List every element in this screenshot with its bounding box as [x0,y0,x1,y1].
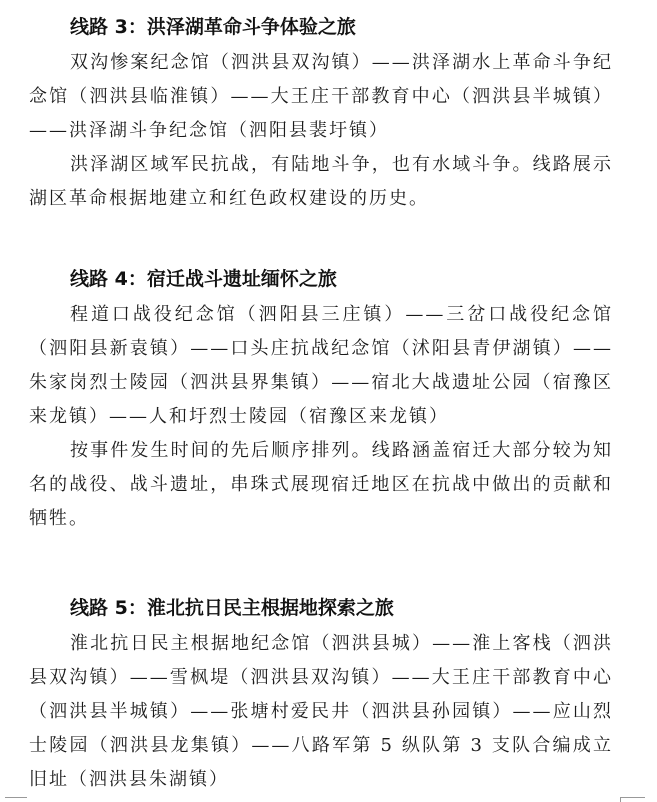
route-4-itinerary: 程道口战役纪念馆（泗阳县三庄镇）——三岔口战役纪念馆（泗阳县新袁镇）——口头庄抗战纪念馆（沭阳县青伊湖镇）——朱家岗烈士陵园（泗洪县界集镇）——宿北大战遗址公园（宿豫区来龙镇）——人和圩烈士陵园（宿豫区来龙镇） [29,304,613,427]
route-5-itinerary: 淮北抗日民主根据地纪念馆（泗洪县城）——淮上客栈（泗洪县双沟镇）——雪枫堤（泗洪县双沟镇）——大王庄干部教育中心（泗洪县半城镇）——张塘村爱民井（泗洪县孙园镇）——应山烈士陵园（泗洪县龙集镇）——八路军第 5 纵队第 3 支队合编成立旧址（泗洪县朱湖镇） [29,633,613,790]
route-4-description: 按事件发生时间的先后顺序排列。线路涵盖宿迁大部分较为知名的战役、战斗遗址，串珠式展现宿迁地区在抗战中做出的贡献和牺牲。 [29,440,613,529]
page-corner-mark-left [5,797,27,802]
route-5-heading: 线路 5：淮北抗日民主根据地探索之旅 [70,597,394,619]
route-3-itinerary: 双沟惨案纪念馆（泗洪县双沟镇）——洪泽湖水上革命斗争纪念馆（泗洪县临淮镇）——大王庄干部教育中心（泗洪县半城镇）——洪泽湖斗争纪念馆（泗阳县裴圩镇） [29,52,613,141]
route-4-heading: 线路 4：宿迁战斗遗址缅怀之旅 [70,268,337,290]
route-3-description: 洪泽湖区域军民抗战，有陆地斗争，也有水域斗争。线路展示湖区革命根据地建立和红色政权建设的历史。 [29,154,613,209]
route-3-heading: 线路 3：洪泽湖革命斗争体验之旅 [70,16,356,38]
page-corner-mark-right [620,797,645,802]
